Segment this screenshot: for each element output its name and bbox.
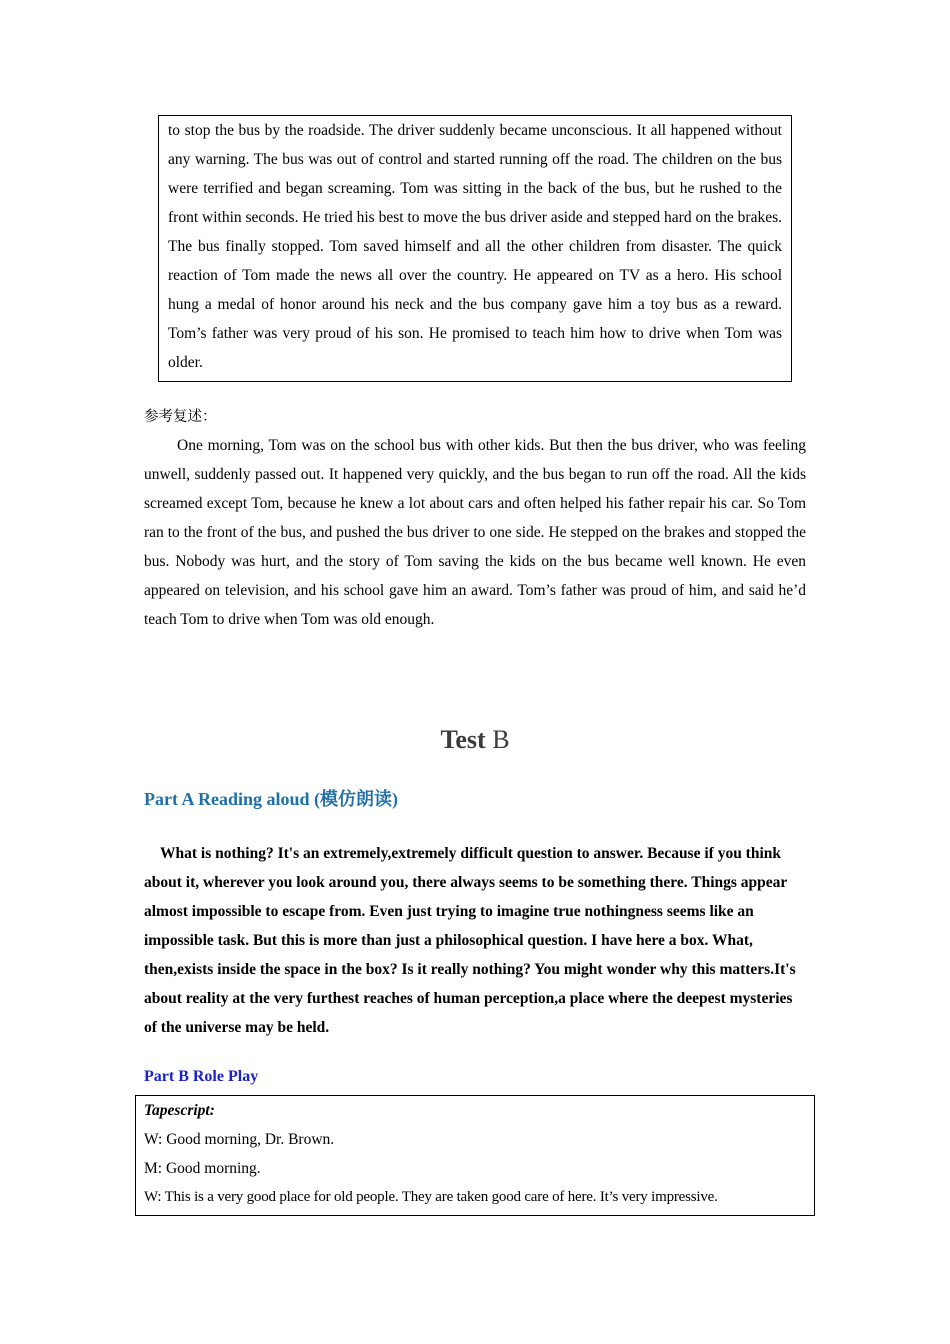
tapescript-box (135, 1095, 815, 1216)
reference-retelling-label: 参考复述： (144, 409, 217, 425)
dialogue-line: M: Good morning. (144, 1160, 261, 1177)
dialogue-line: W: Good morning, Dr. Brown. (144, 1131, 335, 1148)
dialogue-line: W: This is a very good place for old people. They are taken good care of here. It’s very impressive. (144, 1189, 718, 1205)
part-b-heading: Part B Role Play (144, 1068, 259, 1085)
test-title-letter: B (492, 725, 510, 754)
story-excerpt-box (158, 115, 792, 382)
part-a-heading: Part A Reading aloud (模仿朗读) (144, 789, 399, 809)
part-a-reading-passage: What is nothing? It's an extremely,extremely difficult question to answer. Because if you think about it, wherever you look around you, there always seems to be something there. Things appear almost impossible to escape from. Even just trying to imagine true nothingness seems like an impossible task. But this is more than just a philosophical question. I have here a box. What, then,exists inside the space in the box? Is it really nothing? You might wonder why this matters.It's about reality at the very furthest reaches of human perception,a place where the deepest mysteries of the universe may be held. (144, 845, 796, 1036)
test-title-bold: Test (440, 725, 486, 754)
story-text: to stop the bus by the roadside. The driver suddenly became unconscious. It all happened without any warning. The bus was out of control and started running off the road. The children on the bus were terrified and began screaming. Tom was sitting in the back of the bus, but he rushed to the front within seconds. He tried his best to move the bus driver aside and stepped hard on the brakes. The bus finally stopped. Tom saved himself and all the other children from disaster. The quick reaction of Tom made the news all over the country. He appeared on TV as a hero. His school hung a medal of honor around his neck and the bus company gave him a toy bus as a reward. Tom’s father was very proud of his son. He promised to teach him how to drive when Tom was older. (168, 122, 782, 371)
reference-retelling-text: One morning, Tom was on the school bus with other kids. But then the bus driver, who was feeling unwell, suddenly passed out. It happened very quickly, and the bus began to run off the road. All the kids screamed except Tom, because he knew a lot about cars and often helped his father repair his car. So Tom ran to the front of the bus, and pushed the bus driver to one side. He stepped on the brakes and stopped the bus. Nobody was hurt, and the story of Tom saving the kids on the bus became well known. He even appeared on television, and his school gave him an award. Tom’s father was proud of him, and said he’d teach Tom to drive when Tom was old enough. (144, 437, 806, 628)
test-b-heading (0, 722, 950, 758)
tapescript-label: Tapescript: (144, 1102, 215, 1119)
